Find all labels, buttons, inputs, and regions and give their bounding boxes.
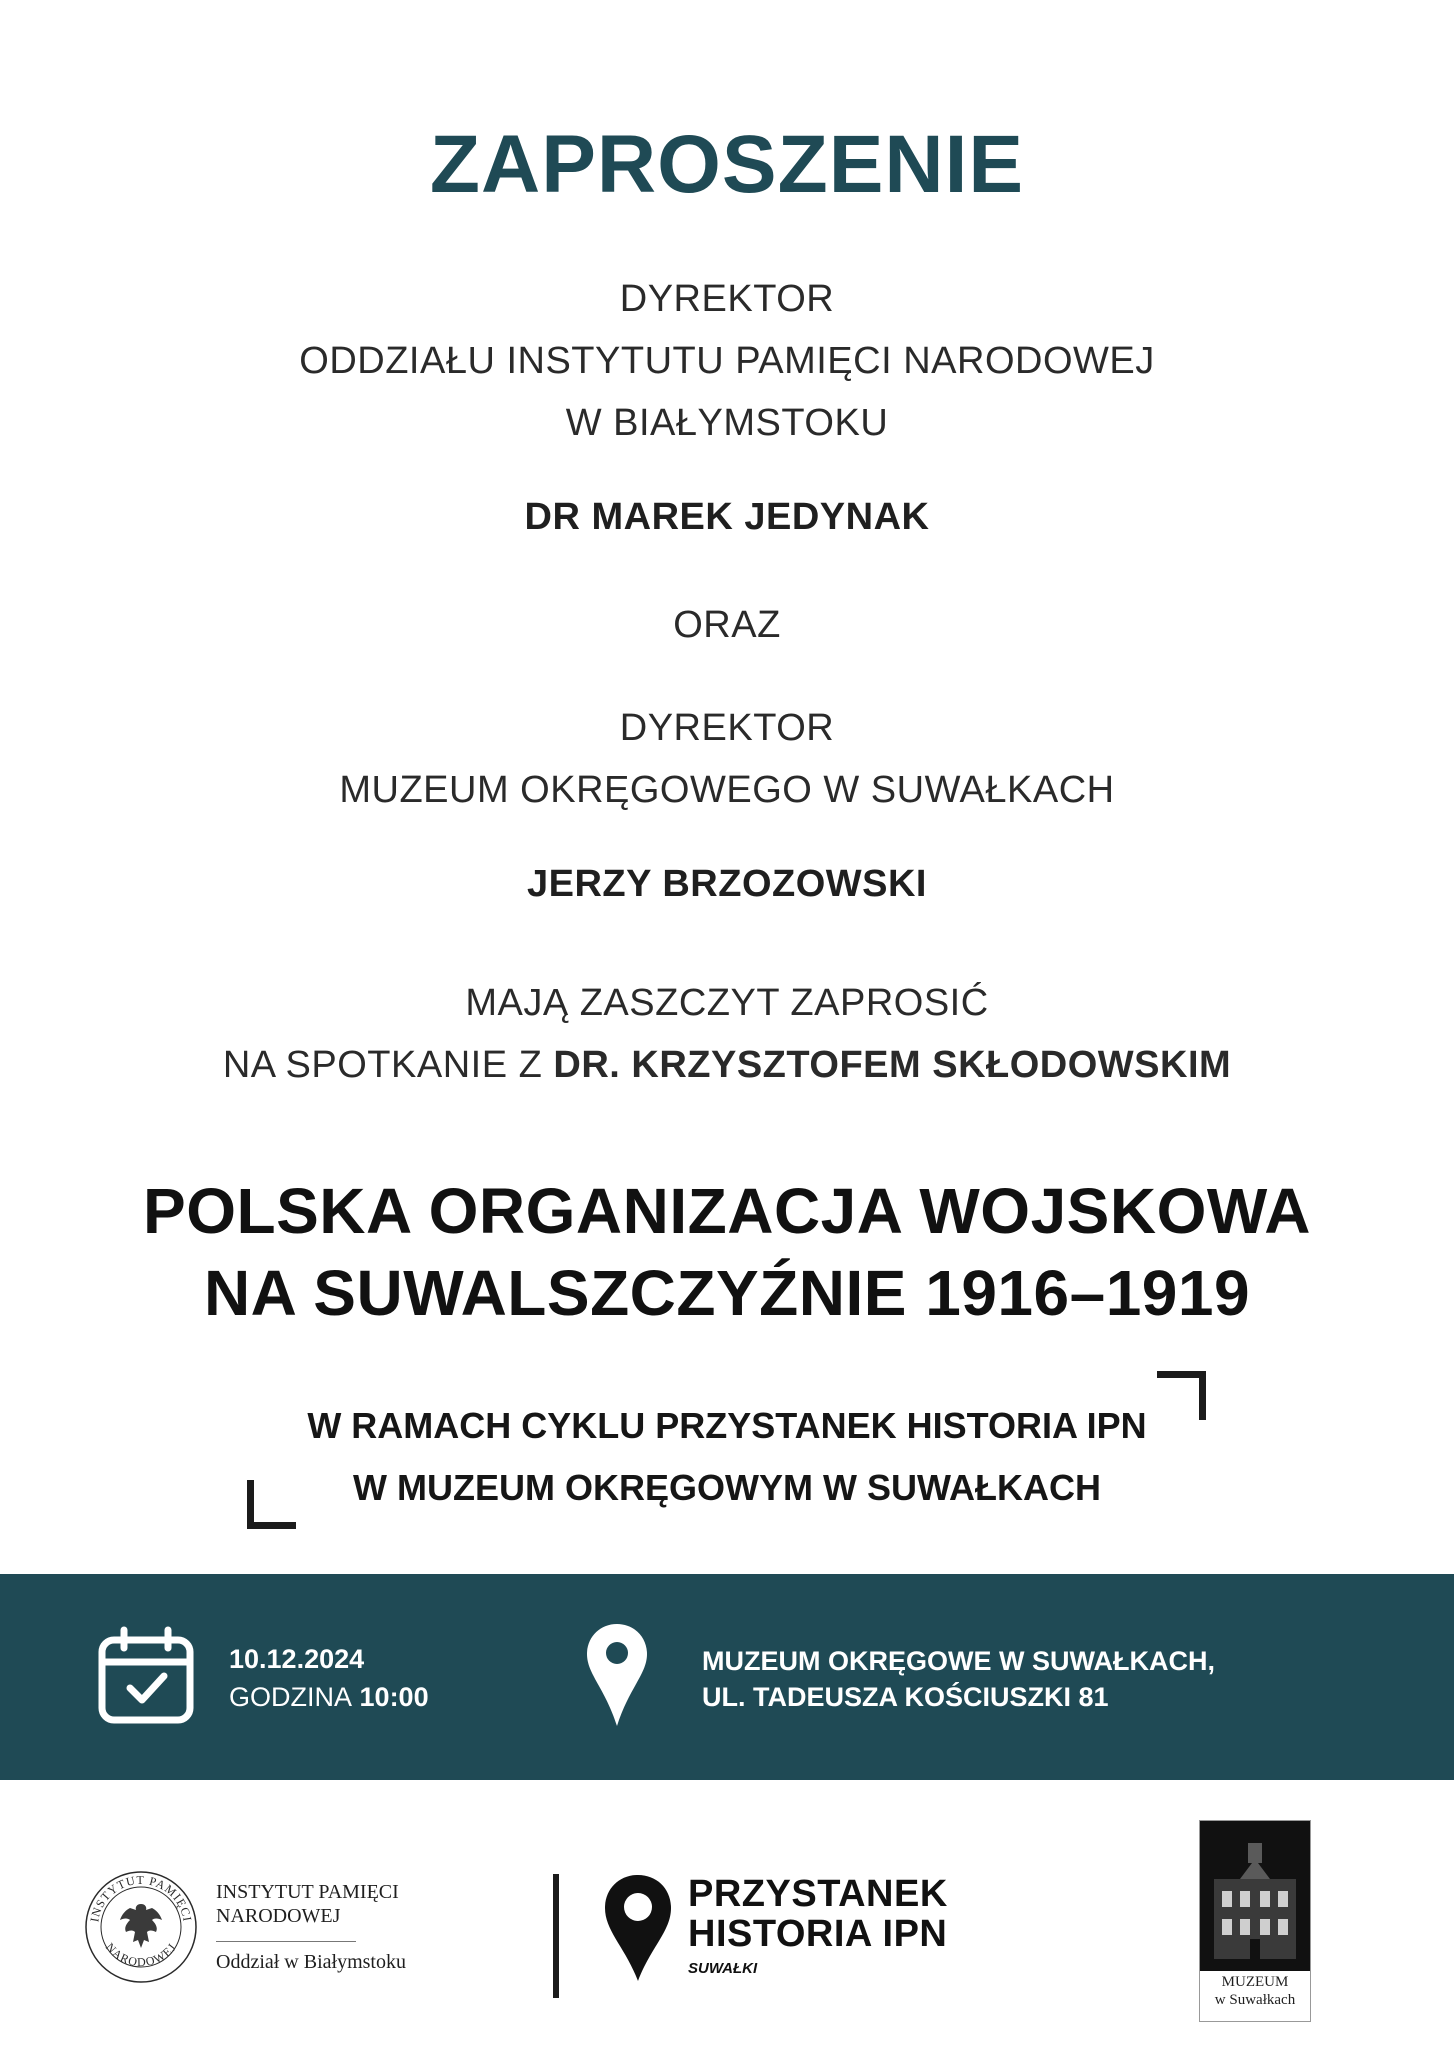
invitation-line2-prefix: NA SPOTKANIE Z bbox=[222, 1044, 554, 1086]
logo-divider bbox=[553, 1874, 559, 1998]
host1-institution-line1: ODDZIAŁU INSTYTUTU PAMIĘCI NARODOWEJ bbox=[299, 340, 1155, 382]
host1-institution-line2: W BIAŁYMSTOKU bbox=[565, 402, 889, 444]
series-line1: W RAMACH CYKLU PRZYSTANEK HISTORIA IPN bbox=[307, 1405, 1147, 1446]
ipn-name-line1: INSTYTUT PAMIĘCI bbox=[216, 1881, 399, 1903]
speaker-name: DR. KRZYSZTOFEM SKŁODOWSKIM bbox=[553, 1044, 1232, 1086]
muzeum-label-line1: MUZEUM bbox=[1221, 1974, 1289, 1990]
svg-text:NARODOWEJ: NARODOWEJ bbox=[102, 1940, 180, 1970]
host1-role: DYREKTOR bbox=[619, 278, 835, 320]
invitation-line2 bbox=[0, 1034, 1454, 1096]
museum-building-icon bbox=[1200, 1821, 1310, 1971]
venue-line2: UL. TADEUSZA KOŚCIUSZKI 81 bbox=[702, 1682, 1109, 1712]
host2-role: DYREKTOR bbox=[619, 707, 835, 749]
muzeum-label-line2: w Suwałkach bbox=[1214, 1992, 1296, 2008]
date-time-block bbox=[229, 1640, 429, 1716]
przystanek-subtitle: SUWAŁKI bbox=[688, 1960, 758, 1977]
host1-name: DR MAREK JEDYNAK bbox=[524, 496, 930, 538]
event-time-row bbox=[229, 1678, 429, 1716]
event-title-line2: NA SUWALSZCZYŹNIE 1916–1919 bbox=[203, 1257, 1251, 1329]
host1-block bbox=[0, 268, 1454, 454]
ipn-name bbox=[216, 1880, 399, 1928]
host2-name: JERZY BRZOZOWSKI bbox=[527, 863, 927, 905]
muzeum-label bbox=[1200, 1973, 1310, 2009]
przystanek-logo-text bbox=[688, 1874, 948, 1954]
przystanek-line2: HISTORIA IPN bbox=[688, 1913, 948, 1955]
event-time: 10:00 bbox=[359, 1682, 429, 1712]
invitation-title: ZAPROSZENIE bbox=[429, 119, 1025, 210]
venue-block bbox=[702, 1643, 1215, 1715]
invitation-line1: MAJĄ ZASZCZYT ZAPROSIĆ bbox=[465, 982, 989, 1024]
event-title bbox=[0, 1170, 1454, 1334]
invitation-text bbox=[0, 972, 1454, 1096]
calendar-icon bbox=[96, 1626, 196, 1726]
time-label: GODZINA bbox=[229, 1682, 353, 1712]
host2-institution: MUZEUM OKRĘGOWEGO W SUWAŁKACH bbox=[339, 769, 1115, 811]
event-title-line1: POLSKA ORGANIZACJA WOJSKOWA bbox=[143, 1175, 1311, 1247]
muzeum-logo bbox=[1199, 1820, 1311, 2022]
ipn-eagle-emblem-icon bbox=[84, 1870, 198, 1984]
ipn-rule bbox=[216, 1941, 356, 1942]
ipn-name-line2: NARODOWEJ bbox=[216, 1905, 341, 1927]
series-info bbox=[0, 1395, 1454, 1519]
svg-text:INSTYTUT PAMIĘCI: INSTYTUT PAMIĘCI bbox=[87, 1872, 195, 1923]
host2-block bbox=[0, 697, 1454, 821]
przystanek-pin-icon bbox=[603, 1873, 673, 1983]
venue-line1: MUZEUM OKRĘGOWE W SUWAŁKACH, bbox=[702, 1646, 1215, 1676]
series-line2: W MUZEUM OKRĘGOWYM W SUWAŁKACH bbox=[353, 1467, 1101, 1508]
conjunction: ORAZ bbox=[673, 604, 781, 646]
ipn-branch: Oddział w Białymstoku bbox=[216, 1951, 406, 1973]
event-date: 10.12.2024 bbox=[229, 1644, 365, 1674]
przystanek-line1: PRZYSTANEK bbox=[688, 1873, 948, 1915]
location-pin-icon bbox=[585, 1622, 649, 1728]
